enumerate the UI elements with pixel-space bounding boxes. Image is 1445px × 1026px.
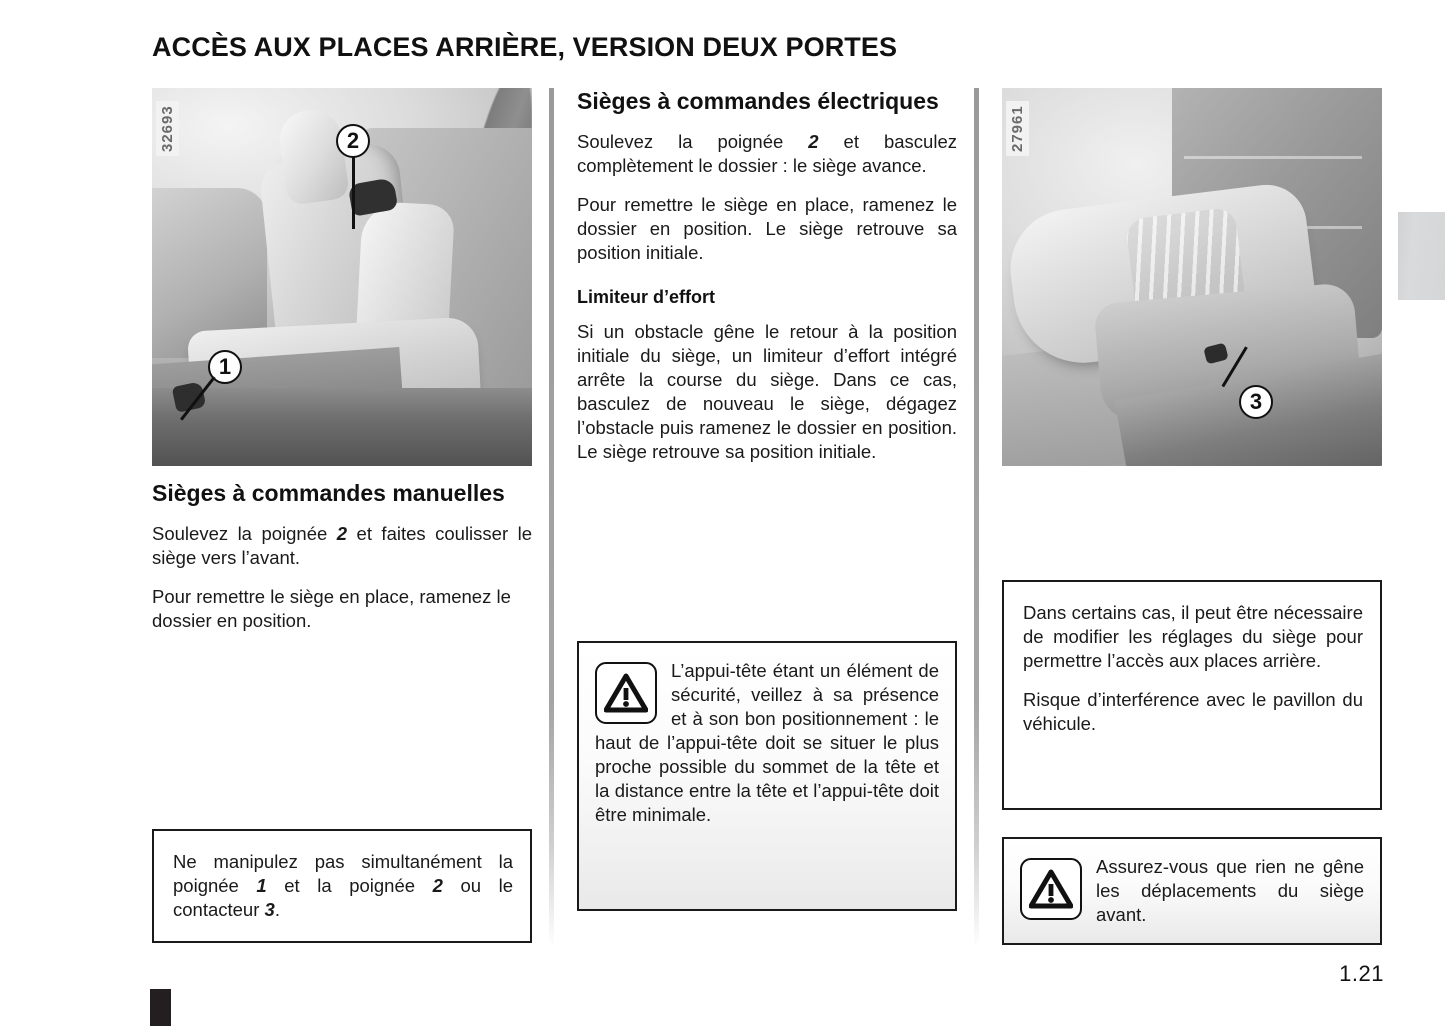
door-sill [152, 388, 532, 466]
warning-triangle-icon [1020, 858, 1082, 920]
handle-ref-2: 2 [336, 522, 348, 544]
callout-marker-3 [1239, 385, 1273, 419]
figure-left-id: 32693 [156, 101, 179, 156]
column-two-paragraph-1 [577, 130, 957, 178]
paragraph-text: et basculez complètement le dossier : le siège avance. [577, 130, 957, 176]
paragraph-text: Soulevez la poignée [577, 130, 809, 152]
note-text-part: Ne manipulez pas simultanément la poignée [173, 850, 513, 896]
handle-ref-2: 2 [432, 874, 443, 896]
column-divider-left [549, 88, 554, 948]
note-paragraph-2: Risque d’interférence avec le pavillon du véhicule. [1023, 689, 1363, 735]
callout-number-1: 1 [208, 350, 242, 384]
note-text-part: ou le contacteur [173, 874, 513, 920]
note-text-part: et la poignée [266, 874, 433, 896]
figure-right-id: 27961 [1006, 101, 1029, 156]
column-one-paragraph-1 [152, 522, 532, 570]
note-text [173, 850, 513, 922]
callout-number-2: 2 [336, 124, 370, 158]
note-text-part: . [274, 898, 280, 920]
paragraph-text: Soulevez la poignée [152, 522, 337, 544]
figure-right-photo [1002, 88, 1382, 466]
callout-number-3: 3 [1239, 385, 1273, 419]
note-paragraph-1: Dans certains cas, il peut être nécessaire de modifier les réglages du siège pour permettre l’accès aux places arrière. [1023, 602, 1363, 672]
warning-text: L’appui-tête étant un élément de sécurité, veillez à sa présence et à son bon positionnement : le haut de l’appui-tête doit se situer le plus proche possible du sommet de la tête et la distance entre la tête et l’appui-tête doit être minimale. [595, 660, 939, 826]
column-one-paragraph-2: Pour remettre le siège en place, ramenez le dossier en position. [152, 585, 511, 631]
column-two-paragraph-2: Pour remettre le siège en place, ramenez le dossier en position. Le siège retrouve sa position initiale. [577, 193, 957, 263]
section-edge-tab [1398, 212, 1445, 300]
column-divider-right [974, 88, 979, 948]
column-three-note-box [1002, 580, 1382, 810]
corner-registration-mark [150, 989, 171, 1026]
column-two-heading: Sièges à commandes électriques [577, 88, 939, 114]
column-one-note-box [152, 829, 532, 943]
callout-leader-line [352, 157, 355, 229]
page-number: 1.21 [1339, 961, 1384, 986]
warning-text: Assurez-vous que rien ne gêne les déplacements du siège avant. [1096, 856, 1364, 926]
handle-ref-2: 2 [808, 130, 819, 152]
callout-marker-1 [208, 350, 242, 384]
warning-triangle-icon [595, 662, 657, 724]
column-three [1002, 88, 1382, 945]
column-one [152, 88, 532, 943]
figure-left-photo [152, 88, 532, 466]
column-two-warning-box [577, 641, 957, 911]
column-one-heading: Sièges à commandes manuelles [152, 480, 505, 506]
handle-ref-1: 1 [256, 874, 267, 896]
column-two [577, 88, 957, 911]
page-title: ACCÈS AUX PLACES ARRIÈRE, VERSION DEUX PORTES [152, 32, 898, 62]
switch-ref-3: 3 [264, 898, 275, 920]
column-two-paragraph-3: Si un obstacle gêne le retour à la position initiale du siège, un limiteur d’effort intégré arrête la course du siège. Dans ce cas, basculez de nouveau le siège, dégagez l’obstacle puis ramenez le dossier en position. Le siège retrouve sa position initiale. [577, 320, 957, 463]
column-three-warning-box [1002, 837, 1382, 945]
column-two-subheading: Limiteur d’effort [577, 286, 715, 307]
callout-marker-2 [336, 124, 370, 158]
paragraph-text: et faites coulisser le siège vers l’avant. [152, 522, 532, 568]
